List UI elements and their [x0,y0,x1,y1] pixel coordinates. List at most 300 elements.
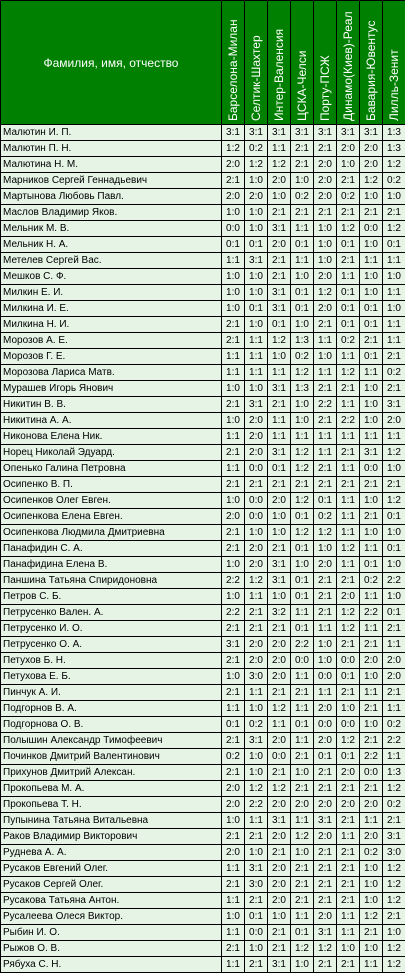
score-cell: 3:1 [245,125,268,141]
score-cell: 1:0 [268,349,291,365]
score-cell: 2:2 [314,397,337,413]
table-row [1,813,405,829]
score-cell: 1:0 [268,189,291,205]
table-row [1,461,405,477]
score-cell: 2:0 [314,829,337,845]
score-cell: 3:2 [268,605,291,621]
score-cell: 2:0 [337,141,360,157]
score-cell: 1:0 [245,765,268,781]
score-cell: 2:1 [337,845,360,861]
participant-name: Пупынина Татьяна Витальевна [1,813,222,829]
score-cell: 1:1 [222,461,245,477]
score-cell: 2:0 [383,653,405,669]
score-cell: 2:0 [360,797,383,813]
score-cell: 2:1 [314,461,337,477]
score-cell: 2:0 [314,797,337,813]
score-cell: 1:0 [383,461,405,477]
score-cell: 0:1 [291,509,314,525]
score-cell: 2:1 [222,477,245,493]
score-cell: 1:0 [314,637,337,653]
score-cell: 1:0 [222,557,245,573]
participant-name: Никитин В. В. [1,397,222,413]
score-cell: 0:2 [314,509,337,525]
score-cell: 1:1 [337,397,360,413]
score-cell: 1:2 [383,493,405,509]
score-cell: 0:2 [383,365,405,381]
participant-name: Подгорнов В. А. [1,701,222,717]
score-cell: 1:0 [291,845,314,861]
score-cell: 2:1 [383,813,405,829]
participant-name: Руднева А. А. [1,845,222,861]
score-cell: 2:1 [337,477,360,493]
score-cell: 1:1 [314,429,337,445]
score-cell: 1:1 [245,349,268,365]
score-cell: 2:1 [245,893,268,909]
score-cell: 2:0 [268,861,291,877]
score-cell: 0:1 [291,621,314,637]
score-cell: 1:0 [314,237,337,253]
match-label: Селтик-Шахтер [246,1,266,121]
score-cell: 2:2 [337,413,360,429]
score-cell: 1:2 [383,221,405,237]
score-cell: 0:2 [383,797,405,813]
score-cell: 2:1 [383,685,405,701]
score-cell: 2:1 [268,941,291,957]
score-cell: 1:0 [245,221,268,237]
table-row [1,653,405,669]
score-cell: 3:1 [268,285,291,301]
participant-name: Полышин Александр Тимофеевич [1,733,222,749]
score-cell: 1:0 [222,669,245,685]
score-cell: 2:1 [268,253,291,269]
participant-name: Осипенков Олег Евген. [1,493,222,509]
score-cell: 1:0 [222,813,245,829]
score-cell: 1:1 [291,669,314,685]
score-cell: 1:3 [383,765,405,781]
table-row [1,493,405,509]
participant-name: Подгорнова О. В. [1,717,222,733]
score-cell: 1:1 [337,269,360,285]
score-cell: 1:0 [222,413,245,429]
score-cell: 1:0 [245,205,268,221]
table-row [1,925,405,941]
score-cell: 1:1 [222,349,245,365]
score-cell: 1:1 [337,557,360,573]
participant-name: Морозов А. Е. [1,333,222,349]
score-cell: 1:3 [383,141,405,157]
score-cell: 1:1 [245,685,268,701]
score-cell: 0:0 [360,221,383,237]
score-cell: 0:2 [360,845,383,861]
table-row [1,733,405,749]
score-cell: 3:0 [383,845,405,861]
score-cell: 2:1 [360,701,383,717]
score-cell: 0:1 [245,301,268,317]
score-cell: 1:2 [314,285,337,301]
score-cell: 2:0 [314,733,337,749]
score-cell: 1:1 [268,717,291,733]
table-row [1,157,405,173]
score-cell: 3:1 [268,573,291,589]
score-cell: 1:0 [337,157,360,173]
score-cell: 0:1 [291,717,314,733]
score-cell: 1:1 [314,685,337,701]
score-cell: 2:2 [383,733,405,749]
score-cell: 1:0 [268,909,291,925]
score-cell: 1:2 [268,333,291,349]
participant-name: Мельник Н. А. [1,237,222,253]
table-row [1,525,405,541]
participant-name: Никонова Елена Ник. [1,429,222,445]
score-cell: 2:1 [245,829,268,845]
score-cell: 1:0 [360,413,383,429]
score-cell: 3:1 [383,397,405,413]
score-cell: 1:1 [268,429,291,445]
score-cell: 2:1 [222,525,245,541]
score-cell: 1:1 [360,253,383,269]
match-label: ЦСКА-Челси [292,1,312,121]
score-cell: 1:1 [222,861,245,877]
score-cell: 0:0 [360,461,383,477]
score-cell: 3:1 [245,861,268,877]
score-cell: 1:1 [222,925,245,941]
score-cell: 1:0 [245,749,268,765]
match-label: Барселона-Милан [223,1,243,121]
score-cell: 2:1 [337,637,360,653]
score-cell: 2:0 [222,845,245,861]
match-header-2 [245,1,268,125]
score-cell: 2:0 [360,829,383,845]
table-row [1,221,405,237]
match-header-6 [337,1,360,125]
score-cell: 1:1 [383,253,405,269]
score-cell: 3:0 [245,669,268,685]
score-cell: 2:0 [360,157,383,173]
score-cell: 1:0 [383,269,405,285]
table-row [1,557,405,573]
score-cell: 2:1 [337,893,360,909]
score-cell: 2:0 [314,301,337,317]
score-cell: 1:2 [383,957,405,973]
table-row [1,765,405,781]
score-cell: 1:2 [314,941,337,957]
score-cell: 2:1 [222,541,245,557]
score-cell: 1:1 [383,749,405,765]
score-cell: 1:2 [291,365,314,381]
score-cell: 1:1 [222,957,245,973]
score-cell: 1:1 [337,525,360,541]
score-cell: 2:0 [337,797,360,813]
score-cell: 2:1 [314,781,337,797]
score-cell: 0:2 [337,333,360,349]
score-cell: 1:2 [337,621,360,637]
score-cell: 1:0 [360,941,383,957]
score-cell: 0:0 [314,717,337,733]
score-cell: 1:1 [383,285,405,301]
score-cell: 1:1 [245,333,268,349]
score-cell: 1:2 [383,941,405,957]
score-cell: 1:2 [245,157,268,173]
score-cell: 1:0 [383,189,405,205]
match-header-1 [222,1,245,125]
score-cell: 1:2 [383,877,405,893]
score-cell: 1:1 [222,253,245,269]
score-cell: 2:1 [314,957,337,973]
participant-name: Паншина Татьяна Спиридоновна [1,573,222,589]
participant-name: Петрусенко И. О. [1,621,222,637]
score-cell: 2:0 [268,877,291,893]
score-cell: 2:0 [245,429,268,445]
participant-name: Мешков С. Ф. [1,269,222,285]
score-cell: 1:0 [291,173,314,189]
score-cell: 1:0 [245,525,268,541]
score-cell: 1:1 [360,365,383,381]
table-row [1,269,405,285]
score-cell: 2:0 [268,797,291,813]
score-cell: 3:1 [245,733,268,749]
score-cell: 3:1 [268,557,291,573]
score-cell: 2:2 [383,573,405,589]
score-cell: 3:1 [337,125,360,141]
score-cell: 0:1 [360,557,383,573]
table-row [1,637,405,653]
table-row [1,573,405,589]
score-cell: 1:3 [383,125,405,141]
score-cell: 2:1 [360,925,383,941]
score-cell: 1:1 [222,893,245,909]
score-cell: 1:1 [291,813,314,829]
score-cell: 2:1 [268,765,291,781]
score-cell: 0:1 [291,573,314,589]
score-cell: 1:2 [291,461,314,477]
participant-name: Милкин Е. И. [1,285,222,301]
score-cell: 1:0 [360,189,383,205]
score-cell: 2:0 [268,637,291,653]
score-cell: 0:0 [360,765,383,781]
score-cell: 2:1 [314,893,337,909]
score-cell: 0:2 [291,189,314,205]
table-row [1,909,405,925]
score-cell: 2:1 [337,205,360,221]
score-cell: 1:2 [222,141,245,157]
participant-name: Мельник М. В. [1,221,222,237]
score-cell: 1:1 [360,685,383,701]
participant-name: Починков Дмитрий Валентинович [1,749,222,765]
score-cell: 2:2 [360,605,383,621]
score-cell: 1:1 [337,493,360,509]
participant-name: Панафидина Елена В. [1,557,222,573]
score-cell: 1:1 [360,957,383,973]
score-cell: 1:0 [245,941,268,957]
score-cell: 0:1 [291,541,314,557]
match-label: Интер-Валенсия [269,1,289,121]
score-cell: 0:1 [291,301,314,317]
score-cell: 1:0 [360,525,383,541]
score-cell: 1:0 [360,269,383,285]
score-cell: 0:2 [291,349,314,365]
match-label: Бавария-Ювентус [361,1,381,121]
score-cell: 1:1 [291,909,314,925]
table-row [1,173,405,189]
table-row [1,445,405,461]
table-row [1,333,405,349]
score-cell: 0:1 [383,237,405,253]
participant-name: Русаков Евгений Олег. [1,861,222,877]
score-cell: 1:2 [383,893,405,909]
score-cell: 1:0 [245,269,268,285]
score-cell: 2:0 [268,669,291,685]
score-cell: 2:1 [314,605,337,621]
score-cell: 0:2 [245,141,268,157]
participant-name: Рябуха С. Н. [1,957,222,973]
score-cell: 3:1 [268,445,291,461]
score-cell: 2:1 [337,573,360,589]
name-column-header: Фамилия, имя, отчество [1,1,222,125]
match-header-4 [291,1,314,125]
participant-name: Мартынова Любовь Павл. [1,189,222,205]
score-cell: 2:1 [222,653,245,669]
score-cell: 2:0 [314,701,337,717]
score-cell: 2:1 [291,861,314,877]
score-cell: 1:0 [245,701,268,717]
score-cell: 2:1 [222,829,245,845]
score-cell: 1:1 [291,253,314,269]
score-cell: 2:1 [314,845,337,861]
score-cell: 1:1 [314,333,337,349]
participant-name: Пинчук А. И. [1,685,222,701]
score-cell: 0:1 [314,749,337,765]
score-cell: 3:1 [314,813,337,829]
score-cell: 1:0 [360,861,383,877]
score-cell: 1:1 [383,333,405,349]
score-cell: 0:1 [291,285,314,301]
participant-name: Прокопьева Т. Н. [1,797,222,813]
table-body [1,125,405,973]
score-cell: 2:2 [222,605,245,621]
participant-name: Морозова Лариса Матв. [1,365,222,381]
score-cell: 2:1 [222,317,245,333]
table-row [1,317,405,333]
score-cell: 0:1 [360,317,383,333]
score-cell: 2:1 [245,605,268,621]
score-cell: 2:0 [222,797,245,813]
table-row [1,621,405,637]
score-cell: 1:2 [314,525,337,541]
score-cell: 1:1 [360,589,383,605]
score-cell: 1:1 [268,413,291,429]
score-cell: 1:0 [222,301,245,317]
score-cell: 2:0 [268,893,291,909]
match-header-7 [360,1,383,125]
score-cell: 2:1 [314,413,337,429]
score-cell: 0:1 [291,589,314,605]
score-cell: 1:0 [245,173,268,189]
score-cell: 2:1 [360,781,383,797]
score-cell: 2:0 [222,781,245,797]
score-cell: 0:2 [360,573,383,589]
score-cell: 2:0 [268,829,291,845]
participant-name: Малютин П. Н. [1,141,222,157]
score-cell: 2:0 [314,189,337,205]
score-cell: 1:1 [337,429,360,445]
score-cell: 1:0 [222,285,245,301]
participant-name: Петухов Б. Н. [1,653,222,669]
score-cell: 1:2 [337,605,360,621]
score-cell: 2:0 [291,797,314,813]
score-cell: 0:0 [337,717,360,733]
score-cell: 2:1 [268,397,291,413]
score-cell: 0:0 [245,509,268,525]
header-row [1,1,405,125]
score-cell: 1:0 [222,269,245,285]
score-cell: 1:0 [291,957,314,973]
table-row [1,781,405,797]
score-cell: 1:0 [360,381,383,397]
score-cell: 1:0 [245,381,268,397]
table-row [1,381,405,397]
participant-name: Русаков Сергей Олег. [1,877,222,893]
score-cell: 1:2 [268,157,291,173]
score-cell: 1:0 [337,701,360,717]
score-cell: 2:1 [383,909,405,925]
score-cell: 2:1 [337,445,360,461]
table-row [1,669,405,685]
match-label: Динамо(Киев)-Реал [338,1,358,121]
score-cell: 2:0 [268,173,291,189]
score-cell: 2:1 [222,877,245,893]
score-cell: 2:0 [245,557,268,573]
score-cell: 1:2 [337,733,360,749]
score-cell: 1:0 [268,589,291,605]
score-cell: 2:0 [314,909,337,925]
score-cell: 1:2 [245,781,268,797]
participant-name: Рыбин И. О. [1,925,222,941]
score-cell: 1:1 [268,141,291,157]
match-header-3 [268,1,291,125]
match-label: Лилль-Зенит [384,1,404,121]
score-cell: 2:0 [314,557,337,573]
table-row [1,685,405,701]
score-cell: 2:0 [268,237,291,253]
score-cell: 2:1 [314,573,337,589]
table-row [1,237,405,253]
score-cell: 3:1 [245,253,268,269]
score-cell: 2:0 [222,509,245,525]
score-cell: 2:1 [222,733,245,749]
score-cell: 2:1 [222,333,245,349]
score-cell: 2:0 [383,413,405,429]
score-cell: 1:0 [222,909,245,925]
score-cell: 2:1 [314,205,337,221]
participant-name: Морозов Г. Е. [1,349,222,365]
score-cell: 1:1 [291,605,314,621]
score-cell: 1:0 [360,717,383,733]
score-cell: 2:1 [314,317,337,333]
score-cell: 2:0 [337,589,360,605]
score-cell: 2:1 [222,397,245,413]
table-row [1,301,405,317]
score-cell: 2:1 [360,333,383,349]
score-cell: 0:1 [245,909,268,925]
table-row [1,141,405,157]
score-cell: 2:1 [291,477,314,493]
score-cell: 1:0 [383,589,405,605]
score-cell: 1:1 [360,621,383,637]
participant-name: Русалеева Олеся Виктор. [1,909,222,925]
score-cell: 3:1 [314,125,337,141]
score-cell: 1:0 [245,317,268,333]
score-cell: 2:1 [314,477,337,493]
